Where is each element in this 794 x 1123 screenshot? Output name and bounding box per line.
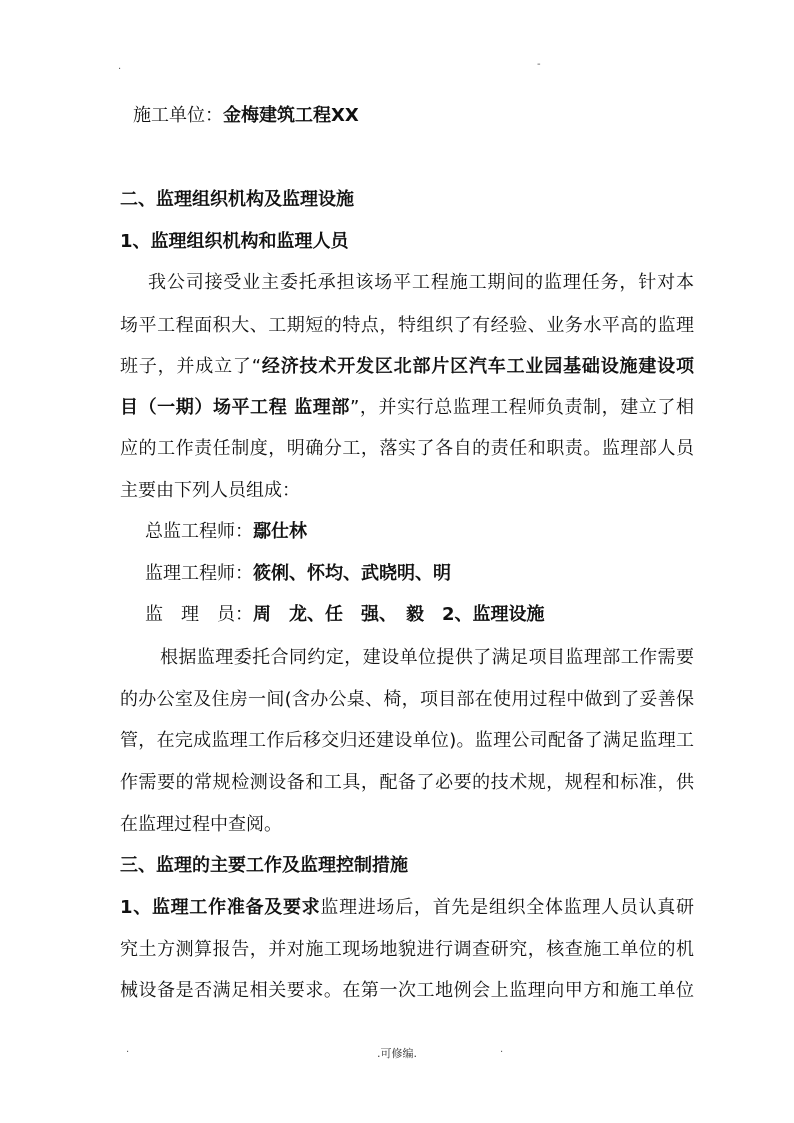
para2-line3: 管，在完成监理工作后移交归还建设单位)。监理公司配备了满足监理工 bbox=[120, 730, 694, 751]
section3-heading: 三、监理的主要工作及监理控制措施 bbox=[120, 855, 408, 876]
section2-sub1-heading: 1、监理组织机构和监理人员 bbox=[120, 231, 349, 252]
staff-inspector-value: 周 龙、任 强、 毅 2、监理设施 bbox=[253, 604, 545, 625]
para1-line4-normal: ”，并实行总监理工程师负责制，建立了相 bbox=[349, 397, 694, 418]
para2-line5: 在监理过程中查阅。 bbox=[120, 814, 282, 835]
para1-line3 bbox=[120, 355, 694, 379]
project-name-part2: 目（一期）场平工程 监理部 bbox=[120, 397, 350, 418]
para2-line2: 的办公室及住房一间(含办公桌、椅，项目部在使用过程中做到了妥善保 bbox=[120, 689, 694, 710]
section2-heading: 二、监理组织机构及监理设施 bbox=[120, 189, 354, 210]
section3-sub1-heading: 1、监理工作准备及要求 bbox=[120, 897, 321, 918]
footer-note: .可修编. bbox=[377, 1047, 417, 1060]
para2-line4: 作需要的常规检测设备和工具，配备了必要的技术规，规程和标准，供 bbox=[120, 772, 694, 793]
staff-inspector-label: 监 理 员： bbox=[145, 604, 253, 625]
para1-line3-normal: 班子，并成立了“ bbox=[120, 356, 262, 377]
construction-unit-value: 金梅建筑工程XX bbox=[223, 105, 359, 126]
footer-right-dot: . bbox=[500, 1044, 504, 1055]
para1-line6: 主要由下列人员组成： bbox=[120, 480, 300, 501]
staff-engineer bbox=[145, 562, 451, 586]
section3-sub1-text: 监理进场后，首先是组织全体监理人员认真研 bbox=[320, 897, 695, 918]
section3-line3: 械设备是否满足相关要求。在第一次工地例会上监理向甲方和施工单位 bbox=[120, 980, 694, 1001]
staff-engineer-label: 监理工程师： bbox=[145, 563, 253, 584]
section3-sub1-line bbox=[120, 896, 694, 920]
staff-engineer-value: 筱俐、怀均、武晓明、明 bbox=[253, 563, 451, 584]
section3-line2: 究土方测算报告，并对施工现场地貌进行调查研究，核查施工单位的机 bbox=[120, 939, 694, 960]
staff-chief-label: 总监工程师： bbox=[145, 521, 253, 542]
staff-inspector bbox=[145, 603, 545, 627]
header-right-mark: - bbox=[537, 59, 541, 70]
staff-chief-value: 鄢仕林 bbox=[253, 521, 307, 542]
para1-line4 bbox=[120, 396, 694, 420]
header-left-mark: . bbox=[118, 61, 122, 72]
footer-left-dot: . bbox=[126, 1044, 130, 1055]
para2-line1: 根据监理委托合同约定，建设单位提供了满足项目监理部工作需要 bbox=[160, 647, 694, 668]
para1-line5: 应的工作责任制度，明确分工，落实了各自的责任和职责。监理部人员 bbox=[120, 438, 694, 459]
para1-line2: 场平工程面积大、工期短的特点，特组织了有经验、业务水平高的监理 bbox=[120, 315, 694, 336]
para1-line1: 我公司接受业主委托承担该场平工程施工期间的监理任务，针对本 bbox=[148, 272, 694, 293]
project-name-part1: 经济技术开发区北部片区汽车工业园基础设施建设项 bbox=[261, 356, 695, 377]
construction-unit-line bbox=[133, 104, 359, 128]
construction-unit-label: 施工单位： bbox=[133, 105, 223, 126]
staff-chief bbox=[145, 520, 307, 544]
